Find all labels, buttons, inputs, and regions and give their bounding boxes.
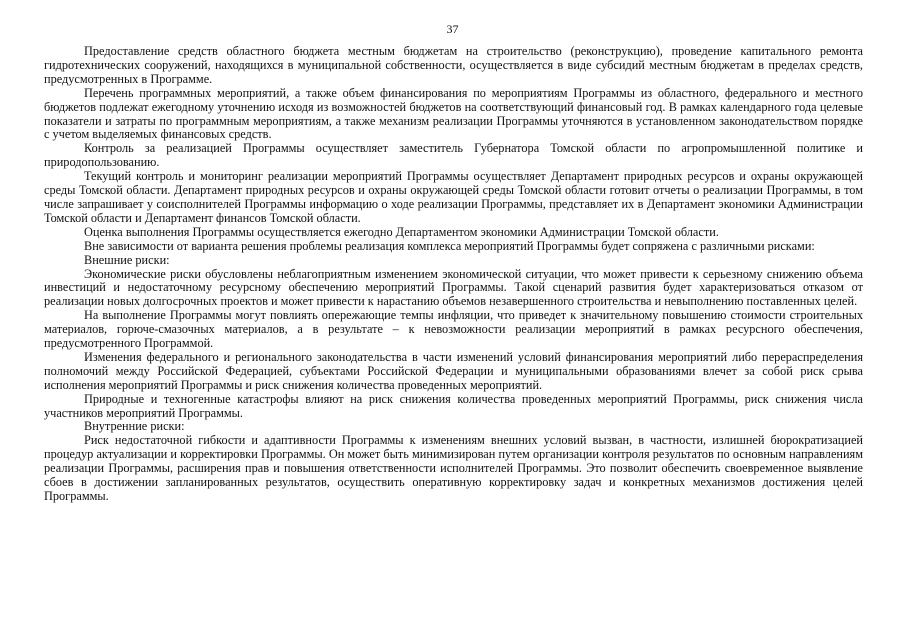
paragraph: Перечень программных мероприятий, а также объем финансирования по мероприятиям Программы из областного, федерального и местного бюджетов подлежат ежегодному уточнению исходя из возможностей бюджетов на соответствующий финансовый год. В рамках календарного года целевые показатели и затраты по программным мероприятиям, а также механизм реализации Программы уточняются в установленном законодательством порядке с учетом выделяемых финансовых средств. [44,85,863,142]
paragraph: Предоставление средств областного бюджета местным бюджетам на строительство (реконструкцию), проведение капитального ремонта гидротехнических сооружений, находящихся в муниципальной собственности, осуществляется в виде субсидий местным бюджетам в пределах средств, предусмотренных в Программе. [44,44,863,86]
section-heading-internal-risks: Внутренние риски: [84,419,185,434]
paragraph: Экономические риски обусловлены неблагоприятным изменением экономической ситуации, что может привести к серьезному снижению объема инвестиций и недостаточному ресурсному обеспечению мероприятий Программы. Такой сценарий развития будет характеризоваться отказом от реализации новых долгосрочных проектов и может привести к нарастанию объемов незавершенного строительства и невыполнению поставленных целей. [44,266,863,309]
paragraph: Текущий контроль и мониторинг реализации мероприятий Программы осуществляет Департамент природных ресурсов и охраны окружающей среды Томской области. Департамент природных ресурсов и охраны окружающей среды Томской области готовит отчеты о реализации Программы, в том числе запрашивает у соисполнителей Программы информацию о ходе реализации Программы, представляет их в Департамент экономики Администрации Томской области и Департамент финансов Томской области. [44,169,863,225]
paragraph: Оценка выполнения Программы осуществляется ежегодно Департаментом экономики Администрации Томской области. [84,224,719,239]
paragraph: Природные и техногенные катастрофы влияют на риск снижения количества проведенных мероприятий Программы, риск снижения числа участников мероприятий Программы. [44,391,863,420]
paragraph: Вне зависимости от варианта решения проблемы реализация комплекса мероприятий Программы будет сопряжена с различными рисками: [84,238,815,253]
paragraph: Риск недостаточной гибкости и адаптивности Программы к изменениям внешних условий вызван, в частности, излишней бюрократизацией процедур актуализации и корректировки Программы. Он может быть минимизирован путем организации контроля результатов по основным направлениям реализации Программы, расширения прав и повышения ответственности исполнителей Программы. Это позволит обеспечить своевременное выявление сбоев в достижении запланированных результатов, осуществить оперативную корректировку задач и конкретных механизмов достижения целей Программы. [44,433,863,503]
paragraph: Контроль за реализацией Программы осуществляет заместитель Губернатора Томской области по агропромышленной политике и природопользованию. [44,141,863,170]
page-number: 37 [446,22,459,36]
section-heading-external-risks: Внешние риски: [84,252,170,267]
document-body [44,45,863,504]
paragraph: Изменения федерального и регионального законодательства в части изменений условий финансирования мероприятий либо перераспределения полномочий между Российской Федерацией, субъектами Российской Федерации и муниципальными образованиями влечет за собой риск срыва исполнения мероприятий Программы и риск снижения количества проведенных мероприятий. [44,349,863,392]
paragraph: На выполнение Программы могут повлиять опережающие темпы инфляции, что приведет к значительному повышению стоимости строительных материалов, горюче-смазочных материалов, а в результате – к невозможности реализации мероприятий в рамках ресурсного обеспечения, предусмотренного Программой. [44,308,863,351]
